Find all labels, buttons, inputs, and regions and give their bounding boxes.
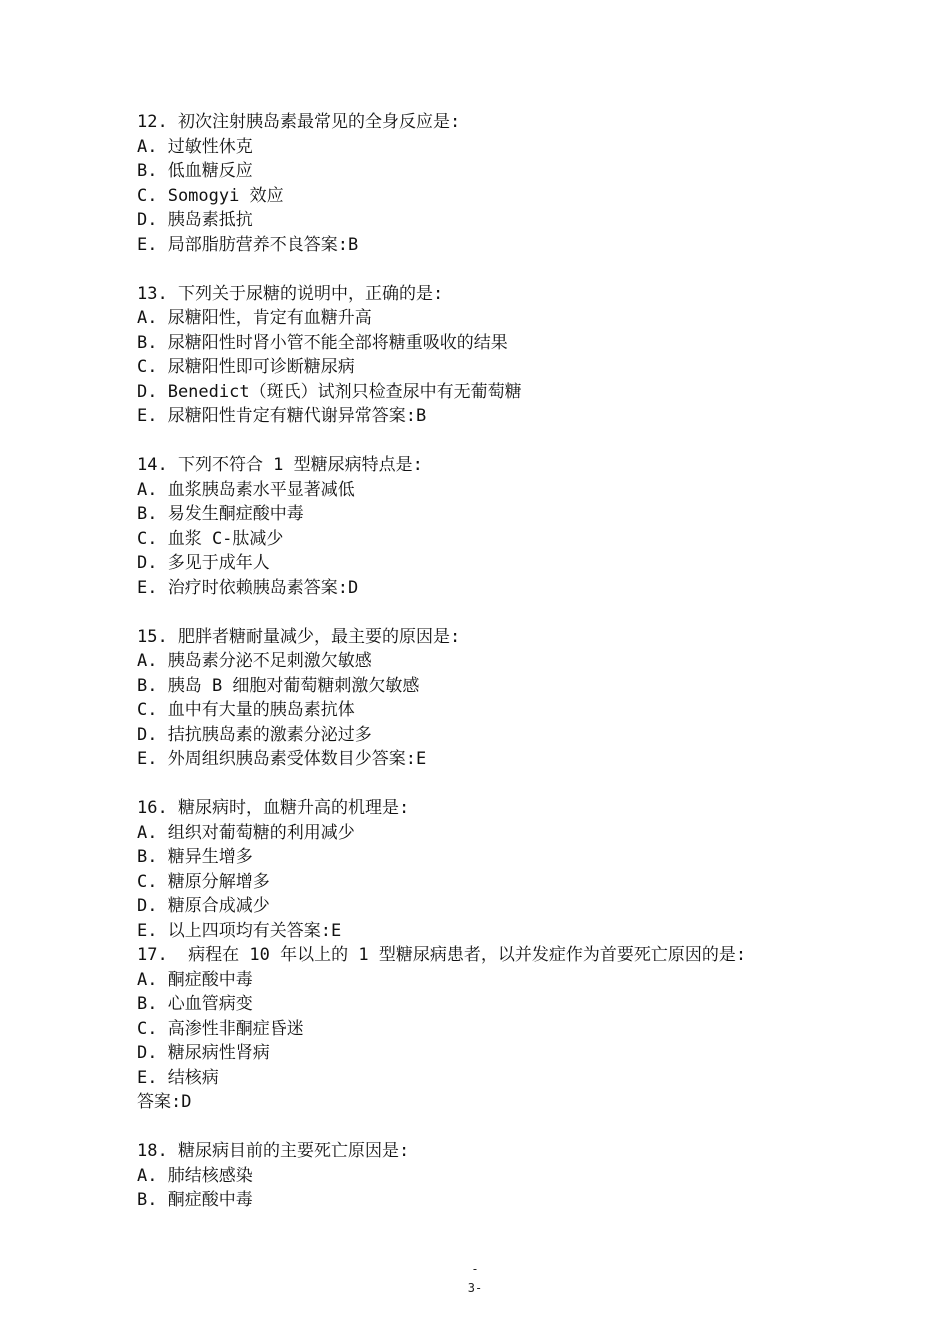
option-line: B. 酮症酸中毒 — [137, 1190, 253, 1210]
option-line: A. 血浆胰岛素水平显著减低 — [137, 479, 355, 500]
option-line: C. 血浆 C-肽减少 — [137, 528, 284, 549]
option-line: E. 局部脂肪营养不良答案:B — [137, 234, 359, 255]
option-line: B. 易发生酮症酸中毒 — [137, 504, 304, 524]
spacer — [137, 1115, 917, 1140]
option-line: C. 血中有大量的胰岛素抗体 — [137, 700, 355, 720]
option-line: B. 低血糖反应 — [137, 161, 253, 181]
option-line: C. 糖原分解增多 — [137, 871, 270, 892]
option-line: D. Benedict（斑氏）试剂只检查尿中有无葡萄糖 — [137, 381, 522, 402]
option-line: C. 尿糖阳性即可诊断糖尿病 — [137, 357, 355, 377]
spacer — [137, 772, 917, 797]
question-stem: 15. 肥胖者糖耐量减少，最主要的原因是: — [137, 626, 461, 647]
question-stem: 16. 糖尿病时，血糖升高的机理是: — [137, 798, 410, 818]
option-line: A. 组织对葡萄糖的利用减少 — [137, 822, 355, 843]
question-stem: 18. 糖尿病目前的主要死亡原因是: — [137, 1141, 410, 1161]
option-line: D. 糖原合成减少 — [137, 896, 270, 916]
option-line: C. 高渗性非酮症昏迷 — [137, 1018, 304, 1039]
option-line: D. 多见于成年人 — [137, 553, 270, 573]
answer-line: 答案:D — [137, 1092, 192, 1112]
option-line: D. 拮抗胰岛素的激素分泌过多 — [137, 724, 372, 745]
spacer — [137, 257, 917, 282]
option-line: C. Somogyi 效应 — [137, 185, 284, 206]
option-line: D. 糖尿病性肾病 — [137, 1043, 270, 1063]
option-line: A. 肺结核感染 — [137, 1165, 253, 1186]
option-line: E. 结核病 — [137, 1067, 219, 1088]
option-line: B. 尿糖阳性时肾小管不能全部将糖重吸收的结果 — [137, 332, 508, 353]
option-line: A. 胰岛素分泌不足刺激欠敏感 — [137, 651, 372, 671]
footer-dash: - — [471, 1262, 479, 1276]
document-body — [137, 110, 917, 1213]
question-stem: 12. 初次注射胰岛素最常见的全身反应是: — [137, 112, 461, 132]
option-line: B. 糖异生增多 — [137, 847, 253, 867]
question-stem: 17. 病程在 10 年以上的 1 型糖尿病患者，以并发症作为首要死亡原因的是: — [137, 945, 747, 965]
option-line: A. 酮症酸中毒 — [137, 969, 253, 990]
option-line: A. 过敏性休克 — [137, 136, 253, 157]
spacer — [137, 429, 917, 454]
option-line: E. 治疗时依赖胰岛素答案:D — [137, 577, 359, 598]
option-line: D. 胰岛素抵抗 — [137, 210, 253, 230]
page-number: 3- — [467, 1281, 483, 1295]
question-stem: 14. 下列不符合 1 型糖尿病特点是: — [137, 455, 423, 475]
question-stem: 13. 下列关于尿糖的说明中，正确的是: — [137, 283, 444, 304]
option-line: E. 外周组织胰岛素受体数目少答案:E — [137, 749, 427, 769]
spacer — [137, 600, 917, 625]
option-line: E. 以上四项均有关答案:E — [137, 920, 342, 941]
option-line: E. 尿糖阳性肯定有糖代谢异常答案:B — [137, 406, 427, 426]
option-line: B. 胰岛 B 细胞对葡萄糖刺激欠敏感 — [137, 675, 420, 696]
option-line: B. 心血管病变 — [137, 994, 253, 1014]
option-line: A. 尿糖阳性，肯定有血糖升高 — [137, 308, 372, 328]
